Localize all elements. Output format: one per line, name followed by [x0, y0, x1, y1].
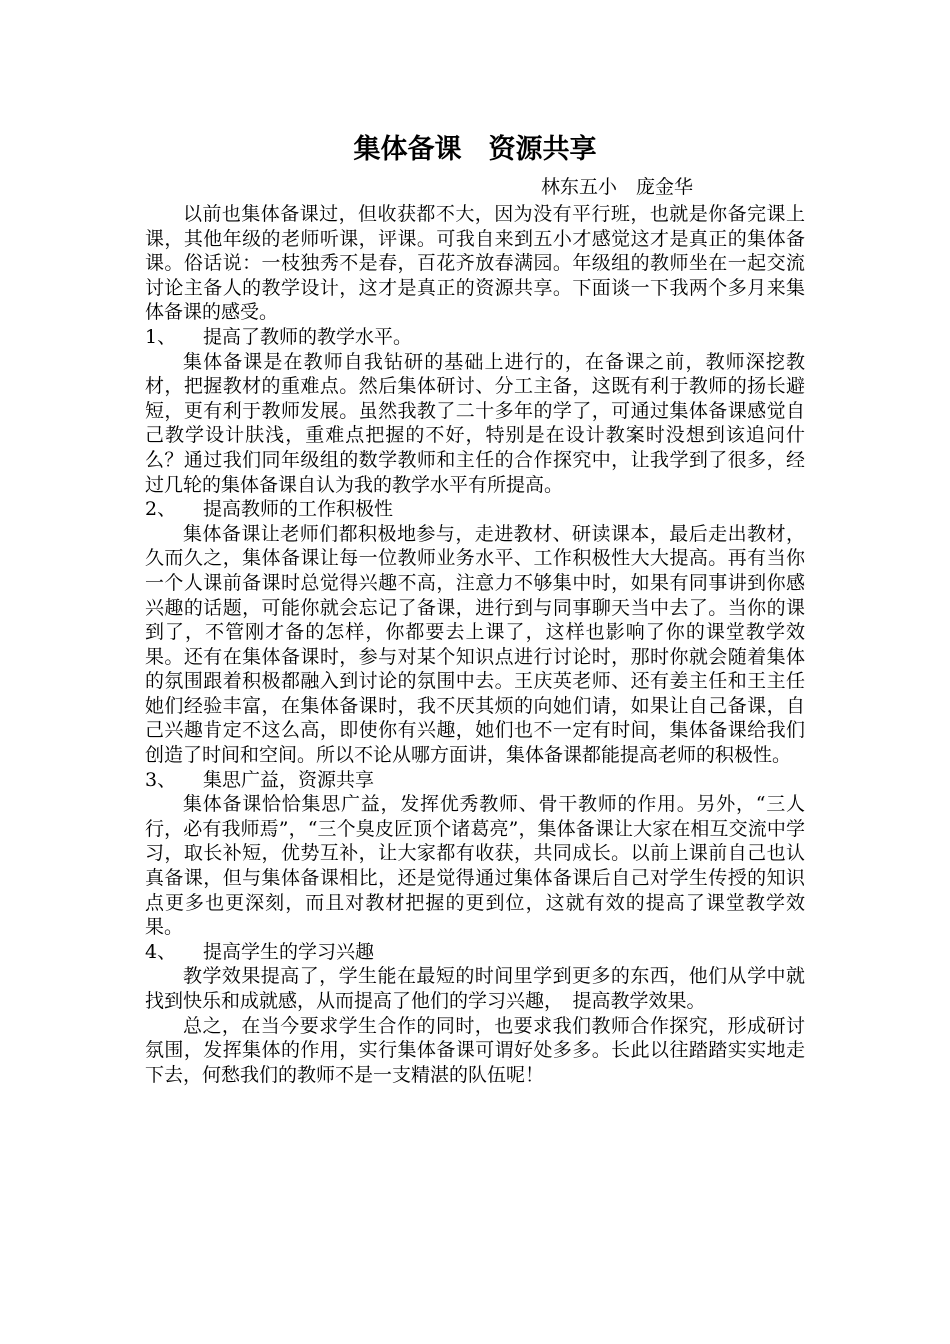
- section-heading-3: [145, 768, 805, 793]
- section-title: 集思广益，资源共享: [203, 768, 375, 791]
- intro-paragraph: 以前也集体备课过，但收获都不大，因为没有平行班，也就是你备完课上课，其他年级的老师听课，评课。可我自来到五小才感觉这才是真正的集体备课。俗话说：一枝独秀不是春，百花齐放春满园。年级组的教师坐在一起交流讨论主备人的教学设计，这才是真正的资源共享。下面谈一下我两个多月来集体备课的感受。: [145, 203, 805, 324]
- document-title: 集体备课 资源共享: [353, 134, 597, 165]
- section-body-3: 集体备课恰恰集思广益，发挥优秀教师、骨干教师的作用。另外，“三人行，必有我师焉”，“三个臭皮匠顶个诸葛亮”，集体备课让大家在相互交流中学习，取长补短，优势互补，让大家都有收获，共同成长。以前上课前自己也认真备课，但与集体备课相比，还是觉得通过集体备课后自己对学生传授的知识点更多也更深刻，而且对教材把握的更到位，这就有效的提高了课堂教学效果。: [145, 793, 805, 939]
- section-number: 3、: [145, 768, 177, 791]
- document-page: [145, 128, 805, 1087]
- section-heading-1: [145, 325, 805, 350]
- section-title: 提高学生的学习兴趣: [203, 940, 375, 963]
- section-number: 1、: [145, 325, 177, 348]
- section-title: 提高了教师的教学水平。: [203, 325, 413, 348]
- section-heading-2: [145, 497, 805, 522]
- section-body-4: 教学效果提高了，学生能在最短的时间里学到更多的东西，他们从学中就找到快乐和成就感，从而提高了他们的学习兴趣， 提高教学效果。: [145, 965, 805, 1012]
- section-body-2: 集体备课让老师们都积极地参与，走进教材、研读课本，最后走出教材，久而久之，集体备课让每一位教师业务水平、工作积极性大大提高。再有当你一个人课前备课时总觉得兴趣不高，注意力不够集中时，如果有同事讲到你感兴趣的话题，可能你就会忘记了备课，进行到与同事聊天当中去了。当你的课到了，不管刚才备的怎样，你都要去上课了，这样也影响了你的课堂教学效果。还有在集体备课时，参与对某个知识点进行讨论时，那时你就会随着集体的氛围跟着积极都融入到讨论的氛围中去。王庆英老师、还有姜主任和王主任她们经验丰富，在集体备课时，我不厌其烦的向她们请，如果让自己备课，自己兴趣肯定不这么高，即使你有兴趣，她们也不一定有时间，集体备课给我们创造了时间和空间。所以不论从哪方面讲，集体备课都能提高老师的积极性。: [145, 522, 805, 767]
- conclusion-paragraph: 总之，在当今要求学生合作的同时，也要求我们教师合作探究，形成研讨氛围，发挥集体的作用，实行集体备课可谓好处多多。长此以往踏踏实实地走下去，何愁我们的教师不是一支精湛的队伍呢！: [145, 1014, 805, 1086]
- section-title: 提高教师的工作积极性: [203, 498, 394, 521]
- author-line: 林东五小 庞金华: [540, 176, 693, 198]
- section-number: 4、: [145, 940, 177, 963]
- section-body-1: 集体备课是在教师自我钻研的基础上进行的，在备课之前，教师深挖教材，把握教材的重难点。然后集体研讨、分工主备，这既有利于教师的扬长避短，更有利于教师发展。虽然我教了二十多年的学了，可通过集体备课感觉自己教学设计肤浅，重难点把握的不好，特别是在设计教案时没想到该追问什么？通过我们同年级组的数学教师和主任的合作探究中，让我学到了很多，经过几轮的集体备课自认为我的教学水平有所提高。: [145, 350, 805, 496]
- section-number: 2、: [145, 498, 177, 521]
- section-heading-4: [145, 940, 805, 965]
